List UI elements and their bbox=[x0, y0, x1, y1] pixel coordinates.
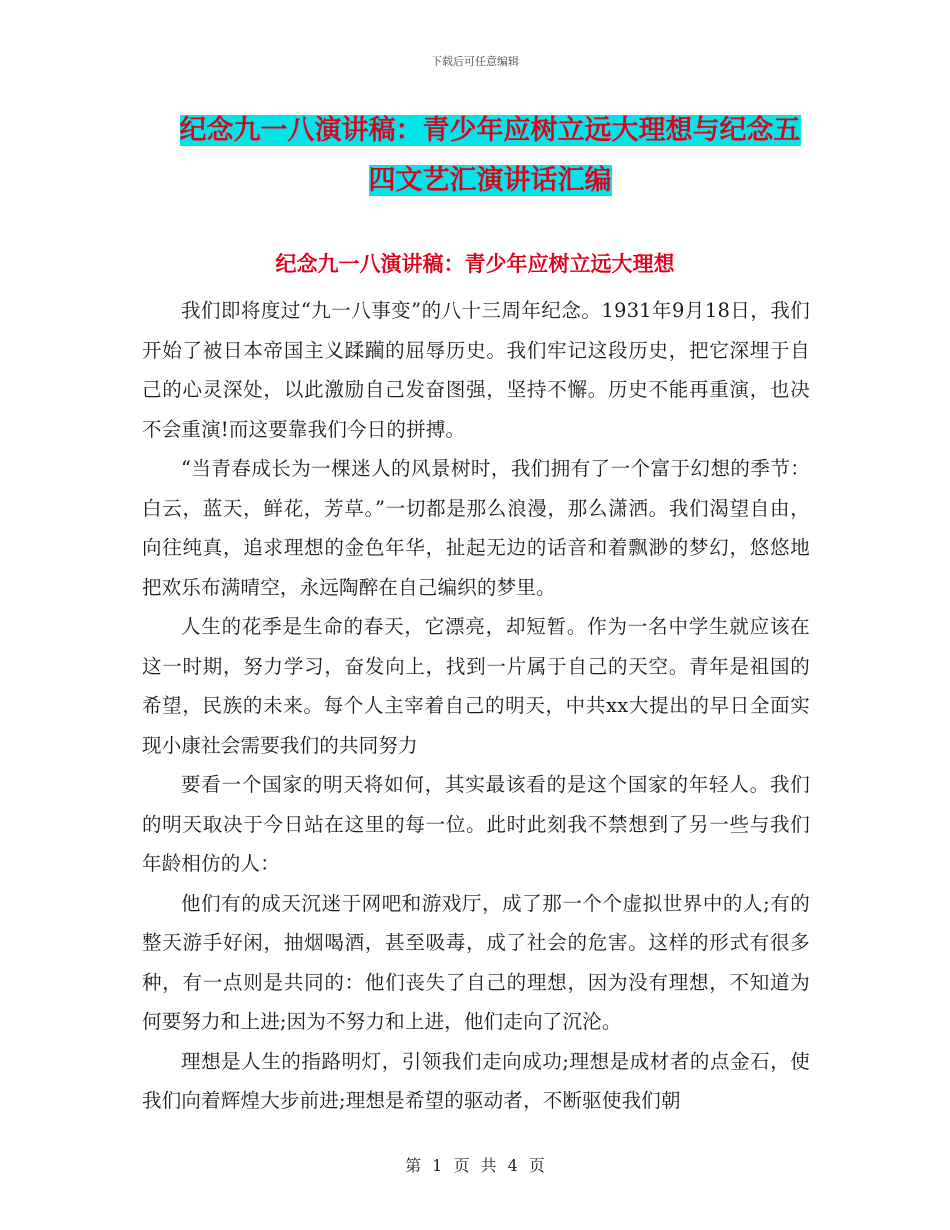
page-indicator: 第 1 页 共 4 页 bbox=[405, 1156, 545, 1175]
header-note: 下载后可任意编辑 bbox=[431, 55, 519, 68]
paragraph: 要看一个国家的明天将如何，其实最该看的是这个国家的年轻人。我们的明天取决于今日站在这里的每一位。此时此刻我不禁想到了另一些与我们年龄相仿的人： bbox=[142, 773, 810, 875]
paragraph: 人生的花季是生命的春天，它漂亮，却短暂。作为一名中学生就应该在这一时期，努力学习，奋发向上，找到一片属于自己的天空。青年是祖国的希望，民族的未来。每个人主宰着自己的明天，中共xx大提出的早日全面实现小康社会需要我们的共同努力 bbox=[142, 615, 810, 757]
document-title-line-1: 纪念九一八演讲稿：青少年应树立远大理想与纪念五 bbox=[179, 115, 801, 146]
paragraph: 理想是人生的指路明灯，引领我们走向成功;理想是成材者的点金石，使我们向着辉煌大步前进;理想是希望的驱动者，不断驱使我们朝 bbox=[142, 1049, 810, 1112]
paragraph: 他们有的成天沉迷于网吧和游戏厅，成了那一个个虚拟世界中的人;有的整天游手好闲，抽烟喝酒，甚至吸毒，成了社会的危害。这样的形式有很多种，有一点则是共同的：他们丧失了自己的理想，因为没有理想，不知道为何要努力和上进;因为不努力和上进，他们走向了沉沦。 bbox=[142, 891, 810, 1033]
paragraph: 我们即将度过“九一八事变”的八十三周年纪念。1931年9月18日，我们开始了被日本帝国主义蹂躏的屈辱历史。我们牢记这段历史，把它深埋于自己的心灵深处，以此激励自己发奋图强，坚持不懈。历史不能再重演，也决不会重演!而这要靠我们今日的拼搏。 bbox=[142, 299, 810, 441]
paragraph: “当青春成长为一棵迷人的风景树时，我们拥有了一个富于幻想的季节：白云，蓝天，鲜花，芳草。”一切都是那么浪漫，那么潇洒。我们渴望自由，向往纯真，追求理想的金色年华，扯起无边的话音和着飘渺的梦幻，悠悠地把欢乐布满晴空，永远陶醉在自己编织的梦里。 bbox=[142, 457, 810, 599]
document-title-line-2: 四文艺汇演讲话汇编 bbox=[368, 165, 612, 196]
section-title: 纪念九一八演讲稿：青少年应树立远大理想 bbox=[275, 251, 675, 276]
document-title bbox=[140, 106, 840, 206]
body-text bbox=[142, 291, 810, 1121]
